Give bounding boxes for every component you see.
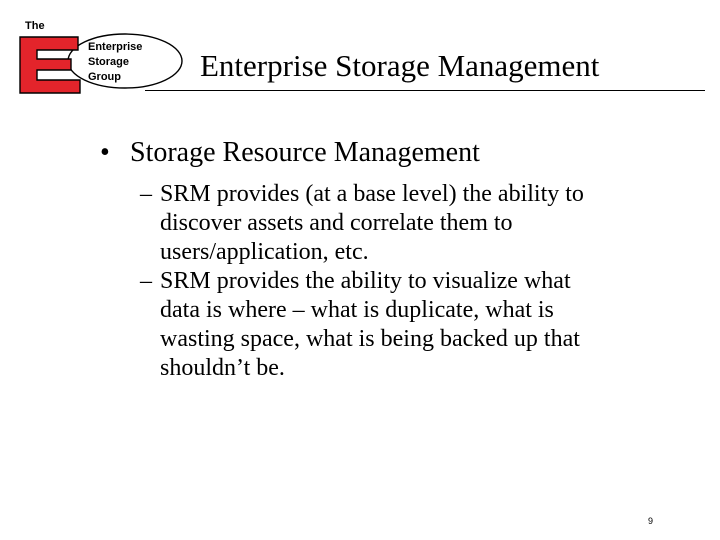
logo-line-1: Enterprise bbox=[88, 41, 143, 53]
sub-bullet-marker: – bbox=[140, 181, 152, 207]
logo-e-letter-icon bbox=[20, 37, 80, 93]
slide-title: Enterprise Storage Management bbox=[200, 48, 600, 83]
enterprise-storage-group-logo bbox=[10, 10, 190, 100]
page-number: 9 bbox=[648, 516, 654, 526]
logo-the-text: The bbox=[25, 20, 45, 32]
sub-bullet-text: SRM provides (at a base level) the ability to discover assets and correlate them to users/application, etc. bbox=[160, 181, 584, 265]
logo-graphic bbox=[10, 10, 190, 100]
sub-bullet-list bbox=[140, 180, 640, 383]
sub-bullet-item bbox=[140, 180, 640, 267]
sub-bullet-item bbox=[140, 267, 640, 383]
title-underline bbox=[145, 90, 705, 91]
sub-bullet-marker: – bbox=[140, 268, 152, 294]
bullet-marker: • bbox=[100, 137, 110, 168]
sub-bullet-text: SRM provides the ability to visualize what data is where – what is duplicate, what is wasting space, what is being backed up that shouldn’t be. bbox=[160, 268, 580, 381]
bullet-text: Storage Resource Management bbox=[130, 137, 480, 168]
logo-line-2: Storage bbox=[88, 56, 129, 68]
logo-line-3: Group bbox=[88, 71, 121, 83]
bullet-item bbox=[100, 136, 640, 170]
slide-content bbox=[100, 136, 640, 383]
